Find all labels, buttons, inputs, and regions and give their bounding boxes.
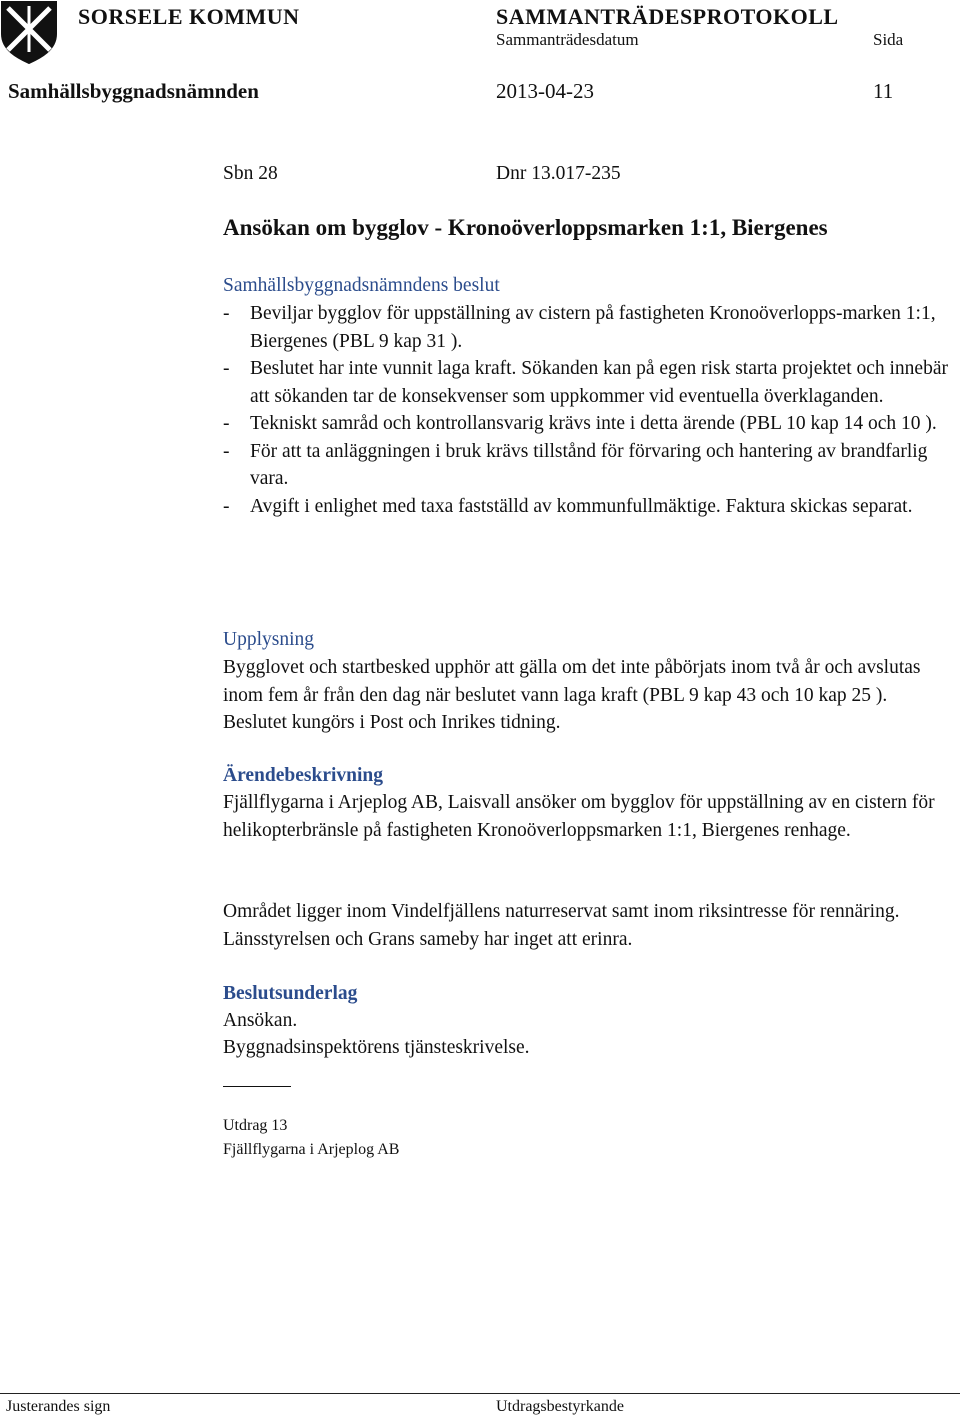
footer-certification-label: Utdragsbestyrkande (496, 1398, 624, 1415)
extract-label: Utdrag 13 (223, 1117, 288, 1134)
extract-recipient: Fjällflygarna i Arjeplog AB (223, 1141, 400, 1158)
diary-number: Dnr 13.017-235 (496, 163, 621, 184)
description-paragraph-2: Området ligger inom Vindelfjällens naturreservat samt inom riksintresse för rennäring. Länsstyrelsen och Grans sameby har inget att erinra. (223, 901, 900, 950)
decision-item: - För att ta anläggningen i bruk krävs tillstånd för förvaring och hantering av brandfarlig vara. (223, 440, 928, 489)
decision-item: - Avgift i enlighet med taxa fastställd av kommunfullmäktige. Faktura skickas separat. (223, 495, 913, 517)
page-label: Sida (873, 30, 904, 49)
info-heading: Upplysning (223, 629, 315, 650)
footer-signature-label: Justerandes sign (6, 1398, 111, 1415)
decision-item: - Beviljar bygglov för uppställning av cistern på fastigheten Kronoöverlopps-marken 1:1, Biergenes (PBL 9 kap 31 ). (223, 303, 936, 352)
case-title: Ansökan om bygglov - Kronoöverloppsmarken 1:1, Biergenes (223, 215, 828, 240)
footer-divider (0, 1393, 960, 1394)
description-paragraph-1: Fjällflygarna i Arjeplog AB, Laisvall ansöker om bygglov för uppställning av en cistern för helikopterbränsle på fastigheten Kronoöverloppsmarken 1:1, Biergenes renhage. (223, 792, 935, 841)
document-type: SAMMANTRÄDESPROTOKOLL (496, 4, 839, 29)
basis-item: Byggnadsinspektörens tjänsteskrivelse. (223, 1037, 530, 1058)
committee-name: Samhällsbyggnadsnämnden (8, 79, 259, 103)
description-heading: Ärendebeskrivning (223, 765, 383, 786)
meeting-date: 2013-04-23 (496, 79, 594, 103)
municipality-crest-logo (0, 0, 58, 64)
basis-heading: Beslutsunderlag (223, 983, 358, 1004)
page-number: 11 (873, 79, 894, 103)
meeting-date-label: Sammanträdesdatum (496, 30, 639, 49)
decision-item: - Beslutet har inte vunnit laga kraft. Sökanden kan på egen risk starta projektet och innebär att sökanden tar de konsekvenser som uppkommer vid eventuella överklaganden. (223, 358, 948, 407)
municipality-name: SORSELE KOMMUN (78, 4, 300, 29)
divider-line (223, 1086, 291, 1087)
case-number: Sbn 28 (223, 163, 278, 184)
decision-item: - Tekniskt samråd och kontrollansvarig krävs inte i detta ärende (PBL 10 kap 14 och 10 ). (223, 413, 937, 434)
info-text: Bygglovet och startbesked upphör att gälla om det inte påbörjats inom två år och avslutas inom fem år från den dag när beslutet vann laga kraft (PBL 9 kap 43 och 10 kap 25 ). Beslutet kungörs i Post och Inrikes tidning. (223, 657, 921, 733)
decision-list (223, 300, 958, 520)
decision-heading: Samhällsbyggnadsnämndens beslut (223, 275, 500, 296)
basis-item: Ansökan. (223, 1010, 298, 1031)
